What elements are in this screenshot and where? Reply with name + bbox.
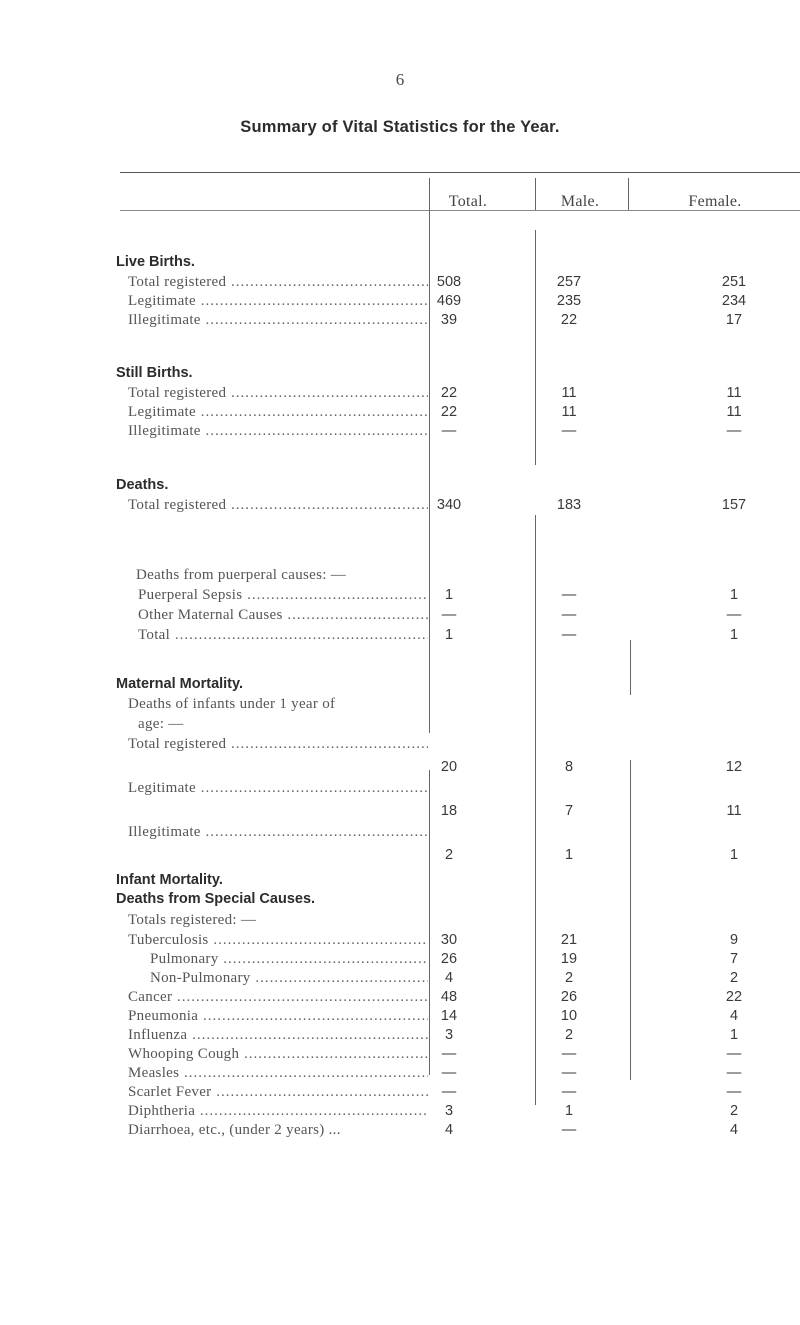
cell-female: 12 bbox=[725, 759, 743, 775]
cell-total: — bbox=[441, 1065, 457, 1081]
row-label: Pneumonia ..... bbox=[128, 1008, 428, 1025]
cell-male: — bbox=[561, 423, 577, 439]
cell-total: 14 bbox=[440, 1008, 458, 1024]
cell-male: 235 bbox=[556, 293, 582, 309]
cell-total: 340 bbox=[436, 497, 462, 513]
table-row-values bbox=[0, 759, 800, 779]
cell-male: 19 bbox=[560, 951, 578, 967]
cell-female: 1 bbox=[729, 627, 739, 643]
row-label: Illegitimate ..... bbox=[128, 312, 428, 329]
cell-total: — bbox=[441, 607, 457, 623]
row-label: Cancer ..... bbox=[128, 989, 428, 1006]
row-label: Diarrhoea, etc., (under 2 years) ... bbox=[128, 1122, 341, 1138]
row-label: Non-Pulmonary ..... bbox=[150, 970, 428, 987]
cell-male: 257 bbox=[556, 274, 582, 290]
row-label: Influenza ..... bbox=[128, 1027, 428, 1044]
cell-total: 1 bbox=[444, 587, 454, 603]
cell-total: 4 bbox=[444, 970, 454, 986]
row-label: Pulmonary ..... bbox=[150, 951, 428, 968]
row-label: Legitimate ..... bbox=[128, 404, 428, 421]
column-header-female: Female. bbox=[688, 193, 742, 210]
cell-female: 1 bbox=[729, 1027, 739, 1043]
row-label: Measles ..... bbox=[128, 1065, 428, 1082]
cell-female: 11 bbox=[726, 385, 742, 401]
cell-male: 21 bbox=[560, 932, 578, 948]
table-row bbox=[0, 587, 800, 607]
row-label: Illegitimate ..... bbox=[128, 824, 428, 841]
cell-male: — bbox=[561, 1046, 577, 1062]
cell-male: 26 bbox=[560, 989, 578, 1005]
table-row bbox=[0, 627, 800, 647]
puerperal-intro: Deaths from puerperal causes: — bbox=[136, 567, 347, 583]
cell-total: — bbox=[441, 1046, 457, 1062]
cell-female: 7 bbox=[729, 951, 739, 967]
cell-total: — bbox=[441, 423, 457, 439]
cell-total: 48 bbox=[440, 989, 458, 1005]
table-top-rule bbox=[120, 172, 800, 173]
cell-male: 2 bbox=[564, 1027, 574, 1043]
cell-female: — bbox=[726, 607, 742, 623]
table-row-values bbox=[0, 803, 800, 823]
cell-female: 4 bbox=[729, 1122, 739, 1138]
row-label: Legitimate ..... bbox=[128, 780, 428, 797]
cell-total: 3 bbox=[444, 1103, 454, 1119]
cell-male: — bbox=[561, 627, 577, 643]
table-row bbox=[0, 1027, 800, 1047]
cell-male: 1 bbox=[564, 847, 574, 863]
cell-female: 11 bbox=[726, 803, 742, 819]
row-label: Total registered ..... bbox=[128, 385, 428, 402]
cell-female: 22 bbox=[725, 989, 743, 1005]
table-row bbox=[0, 385, 800, 405]
section-heading-special-causes: Deaths from Special Causes. bbox=[116, 891, 316, 907]
cell-total: 2 bbox=[444, 847, 454, 863]
section-heading-infant-mortality: Infant Mortality. bbox=[116, 872, 223, 888]
cell-female: 11 bbox=[726, 404, 742, 420]
table-row bbox=[0, 312, 800, 332]
table-row bbox=[0, 1046, 800, 1066]
cell-male: 1 bbox=[564, 1103, 574, 1119]
cell-total: 1 bbox=[444, 627, 454, 643]
table-row bbox=[0, 404, 800, 424]
infant-deaths-intro-continued: age: — bbox=[138, 716, 184, 732]
row-label: Total ..... bbox=[138, 627, 428, 644]
table-row bbox=[0, 1065, 800, 1085]
table-row bbox=[0, 1122, 800, 1142]
cell-total: 3 bbox=[444, 1027, 454, 1043]
cell-male: — bbox=[561, 1065, 577, 1081]
page-title: Summary of Vital Statistics for the Year. bbox=[240, 118, 560, 136]
section-heading-still-births: Still Births. bbox=[116, 365, 193, 381]
table-row bbox=[0, 497, 800, 517]
section-heading-deaths: Deaths. bbox=[116, 477, 169, 493]
page-number: 6 bbox=[395, 70, 405, 89]
cell-female: 4 bbox=[729, 1008, 739, 1024]
infant-deaths-intro: Deaths of infants under 1 year of bbox=[128, 696, 336, 712]
cell-female: — bbox=[726, 1084, 742, 1100]
cell-female: 234 bbox=[721, 293, 747, 309]
cell-male: — bbox=[561, 1122, 577, 1138]
row-label: Diphtheria ..... bbox=[128, 1103, 428, 1120]
cell-total: 18 bbox=[440, 803, 458, 819]
cell-total: 22 bbox=[440, 404, 458, 420]
cell-total: 508 bbox=[436, 274, 462, 290]
table-row bbox=[0, 607, 800, 627]
table-row bbox=[0, 1084, 800, 1104]
cell-total: 4 bbox=[444, 1122, 454, 1138]
table-row bbox=[0, 970, 800, 990]
section-heading-maternal-mortality: Maternal Mortality. bbox=[116, 676, 244, 692]
cell-male: — bbox=[561, 587, 577, 603]
table-row bbox=[0, 989, 800, 1009]
column-divider bbox=[630, 640, 631, 695]
row-label: Scarlet Fever ..... bbox=[128, 1084, 428, 1101]
cell-female: — bbox=[726, 1065, 742, 1081]
cell-total: 469 bbox=[436, 293, 462, 309]
cell-total: 30 bbox=[440, 932, 458, 948]
table-row bbox=[0, 780, 800, 800]
cell-total: — bbox=[441, 1084, 457, 1100]
row-label: Illegitimate ..... bbox=[128, 423, 428, 440]
cell-female: 1 bbox=[729, 587, 739, 603]
cell-male: 11 bbox=[561, 385, 577, 401]
column-header-male: Male. bbox=[560, 193, 600, 210]
table-row bbox=[0, 736, 800, 756]
row-label: Total registered ..... bbox=[128, 736, 428, 753]
row-label: Total registered ..... bbox=[128, 497, 428, 514]
cell-male: 183 bbox=[556, 497, 582, 513]
table-row bbox=[0, 932, 800, 952]
cell-female: 9 bbox=[729, 932, 739, 948]
cell-total: 22 bbox=[440, 385, 458, 401]
column-header-total: Total. bbox=[448, 193, 488, 210]
section-heading-live-births: Live Births. bbox=[116, 254, 195, 270]
cell-female: 251 bbox=[721, 274, 747, 290]
cell-female: 2 bbox=[729, 970, 739, 986]
table-row bbox=[0, 951, 800, 971]
table-row bbox=[0, 824, 800, 844]
cell-female: 157 bbox=[721, 497, 747, 513]
cell-female: 2 bbox=[729, 1103, 739, 1119]
row-label: Legitimate ..... bbox=[128, 293, 428, 310]
row-label: Whooping Cough ..... bbox=[128, 1046, 428, 1063]
row-label: Tuberculosis ..... bbox=[128, 932, 428, 949]
cell-male: 22 bbox=[560, 312, 578, 328]
row-label: Puerperal Sepsis ..... bbox=[138, 587, 428, 604]
cell-total: 20 bbox=[440, 759, 458, 775]
table-row-values bbox=[0, 847, 800, 867]
cell-total: 26 bbox=[440, 951, 458, 967]
cell-female: 1 bbox=[729, 847, 739, 863]
cell-male: 10 bbox=[560, 1008, 578, 1024]
row-label: Other Maternal Causes ..... bbox=[138, 607, 428, 624]
table-row bbox=[0, 293, 800, 313]
cell-male: 11 bbox=[561, 404, 577, 420]
cell-total: 39 bbox=[440, 312, 458, 328]
cell-male: 2 bbox=[564, 970, 574, 986]
cell-female: — bbox=[726, 1046, 742, 1062]
table-row bbox=[0, 1008, 800, 1028]
column-divider bbox=[429, 178, 430, 733]
table-row bbox=[0, 274, 800, 294]
table-row bbox=[0, 423, 800, 443]
cell-male: 7 bbox=[564, 803, 574, 819]
row-label: Total registered ..... bbox=[128, 274, 428, 291]
cell-female: — bbox=[726, 423, 742, 439]
table-row bbox=[0, 1103, 800, 1123]
special-causes-intro: Totals registered: — bbox=[128, 912, 257, 928]
cell-male: — bbox=[561, 607, 577, 623]
cell-male: 8 bbox=[564, 759, 574, 775]
cell-female: 17 bbox=[725, 312, 743, 328]
cell-male: — bbox=[561, 1084, 577, 1100]
